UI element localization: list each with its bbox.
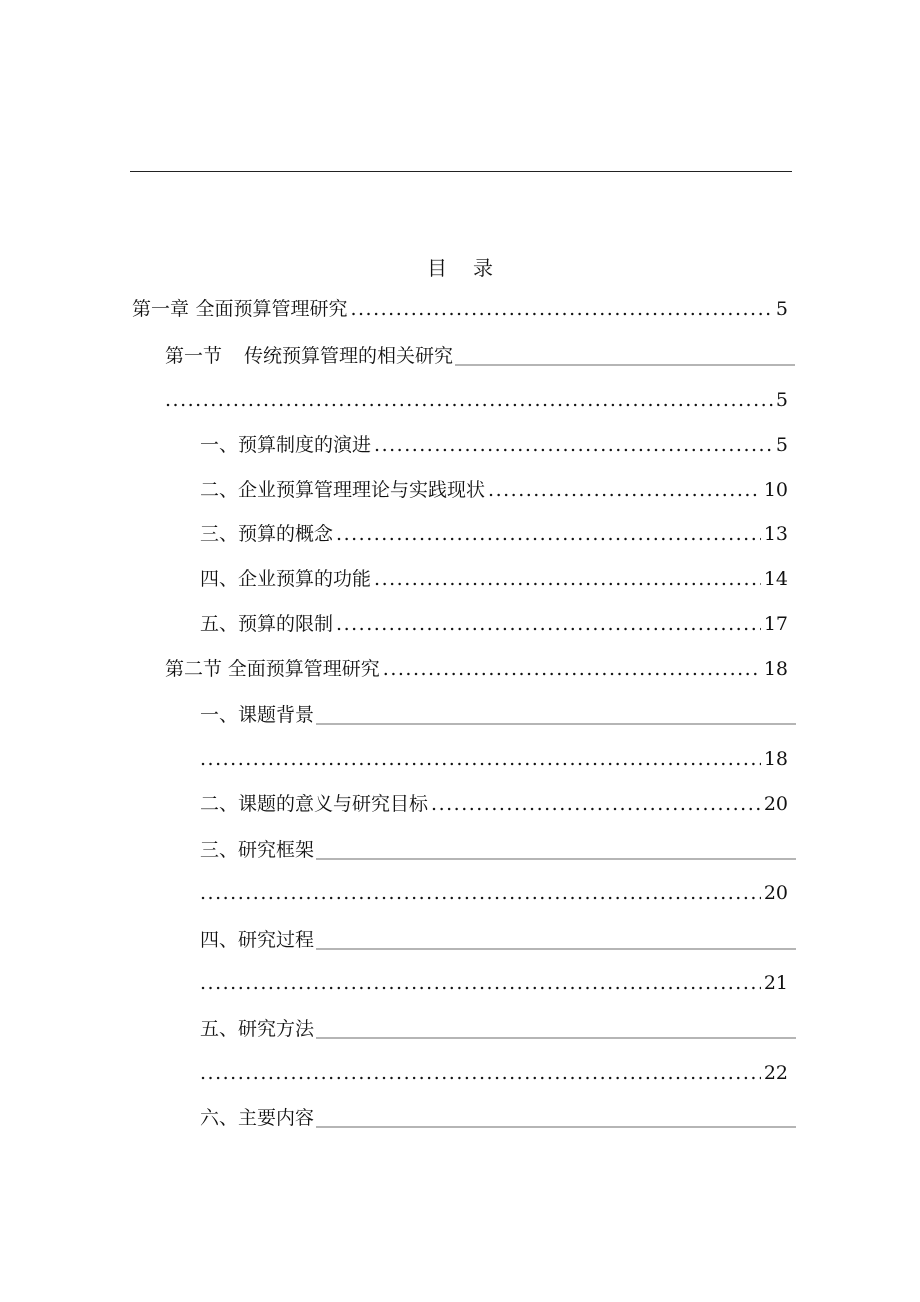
dot-leader bbox=[200, 879, 761, 907]
toc-entry-item[interactable] bbox=[200, 431, 788, 459]
toc-entry-page: 5 bbox=[775, 434, 788, 456]
toc-entry-page: 22 bbox=[763, 1062, 788, 1084]
dot-leader bbox=[350, 295, 772, 323]
leader-rule bbox=[316, 1126, 796, 1128]
toc-entry-item[interactable] bbox=[200, 1104, 796, 1132]
toc-entry-section-2[interactable] bbox=[165, 655, 788, 683]
toc-entry-label: 五、 bbox=[200, 613, 239, 635]
dot-leader bbox=[383, 655, 761, 683]
toc-entry-title: 研究框架 bbox=[238, 839, 315, 861]
toc-title bbox=[0, 252, 920, 281]
toc-entry-continuation[interactable] bbox=[200, 879, 788, 907]
dot-leader bbox=[165, 386, 773, 414]
dot-leader bbox=[374, 565, 761, 593]
toc-entry-continuation[interactable] bbox=[165, 386, 788, 414]
toc-entry-title: 研究方法 bbox=[238, 1018, 315, 1040]
leader-rule bbox=[455, 364, 795, 366]
toc-entry-item[interactable] bbox=[200, 476, 788, 504]
toc-entry-title: 课题的意义与研究目标 bbox=[238, 793, 429, 815]
toc-entry-page: 21 bbox=[763, 972, 788, 994]
toc-entry-label: 五、 bbox=[200, 1018, 239, 1040]
toc-entry-title: 全面预算管理研究 bbox=[195, 298, 348, 320]
toc-entry-label: 第一章 bbox=[132, 298, 190, 320]
toc-entry-label: 一、 bbox=[200, 704, 239, 726]
toc-entry-title: 课题背景 bbox=[238, 704, 315, 726]
toc-title-char-2: 录 bbox=[473, 256, 493, 280]
dot-leader bbox=[336, 520, 761, 548]
leader-rule bbox=[316, 948, 796, 950]
toc-entry-title: 企业预算的功能 bbox=[238, 568, 372, 590]
toc-entry-title: 预算制度的演进 bbox=[238, 434, 372, 456]
toc-entry-title: 主要内容 bbox=[238, 1107, 315, 1129]
toc-entry-title: 预算的限制 bbox=[238, 613, 334, 635]
toc-entry-page: 20 bbox=[763, 882, 788, 904]
toc-entry-page: 17 bbox=[763, 613, 788, 635]
dot-leader bbox=[200, 1059, 761, 1087]
leader-rule bbox=[316, 858, 796, 860]
toc-entry-page: 10 bbox=[763, 479, 788, 501]
toc-entry-page: 18 bbox=[763, 748, 788, 770]
dot-leader bbox=[200, 745, 761, 773]
toc-entry-page: 5 bbox=[775, 298, 788, 320]
toc-entry-item[interactable] bbox=[200, 610, 788, 638]
toc-entry-item[interactable] bbox=[200, 701, 796, 729]
leader-rule bbox=[316, 1037, 796, 1039]
toc-entry-label: 第一节 bbox=[165, 345, 223, 367]
toc-entry-label: 二、 bbox=[200, 793, 239, 815]
toc-entry-page: 18 bbox=[763, 658, 788, 680]
toc-entry-page: 20 bbox=[763, 793, 788, 815]
toc-title-char-1: 目 bbox=[427, 256, 447, 280]
toc-entry-item[interactable] bbox=[200, 790, 788, 818]
toc-entry-title: 企业预算管理理论与实践现状 bbox=[238, 479, 486, 501]
toc-entry-label: 三、 bbox=[200, 523, 239, 545]
toc-entry-page: 5 bbox=[775, 389, 788, 411]
toc-entry-label: 三、 bbox=[200, 839, 239, 861]
toc-entry-label: 四、 bbox=[200, 568, 239, 590]
toc-entry-title: 预算的概念 bbox=[238, 523, 334, 545]
toc-entry-label: 二、 bbox=[200, 479, 239, 501]
toc-entry-item[interactable] bbox=[200, 520, 788, 548]
toc-entry-label: 第二节 bbox=[165, 658, 223, 680]
dot-leader bbox=[374, 431, 773, 459]
toc-entry-continuation[interactable] bbox=[200, 1059, 788, 1087]
leader-rule bbox=[316, 723, 796, 725]
toc-entry-page: 14 bbox=[763, 568, 788, 590]
toc-entry-label: 一、 bbox=[200, 434, 239, 456]
dot-leader bbox=[336, 610, 761, 638]
toc-entry-title: 传统预算管理的相关研究 bbox=[244, 345, 454, 367]
toc-entry-chapter-1[interactable] bbox=[132, 295, 788, 323]
toc-entry-section-1[interactable] bbox=[165, 342, 795, 370]
toc-entry-item[interactable] bbox=[200, 926, 796, 954]
toc-entry-item[interactable] bbox=[200, 565, 788, 593]
toc-entry-continuation[interactable] bbox=[200, 969, 788, 997]
header-rule bbox=[130, 171, 792, 172]
toc-entry-page: 13 bbox=[763, 523, 788, 545]
toc-entry-title: 研究过程 bbox=[238, 929, 315, 951]
toc-entry-continuation[interactable] bbox=[200, 745, 788, 773]
toc-entry-label: 六、 bbox=[200, 1107, 239, 1129]
toc-entry-item[interactable] bbox=[200, 836, 796, 864]
toc-entry-title: 全面预算管理研究 bbox=[227, 658, 380, 680]
dot-leader bbox=[431, 790, 761, 818]
toc-entry-label: 四、 bbox=[200, 929, 239, 951]
dot-leader bbox=[488, 476, 761, 504]
dot-leader bbox=[200, 969, 761, 997]
toc-entry-item[interactable] bbox=[200, 1015, 796, 1043]
